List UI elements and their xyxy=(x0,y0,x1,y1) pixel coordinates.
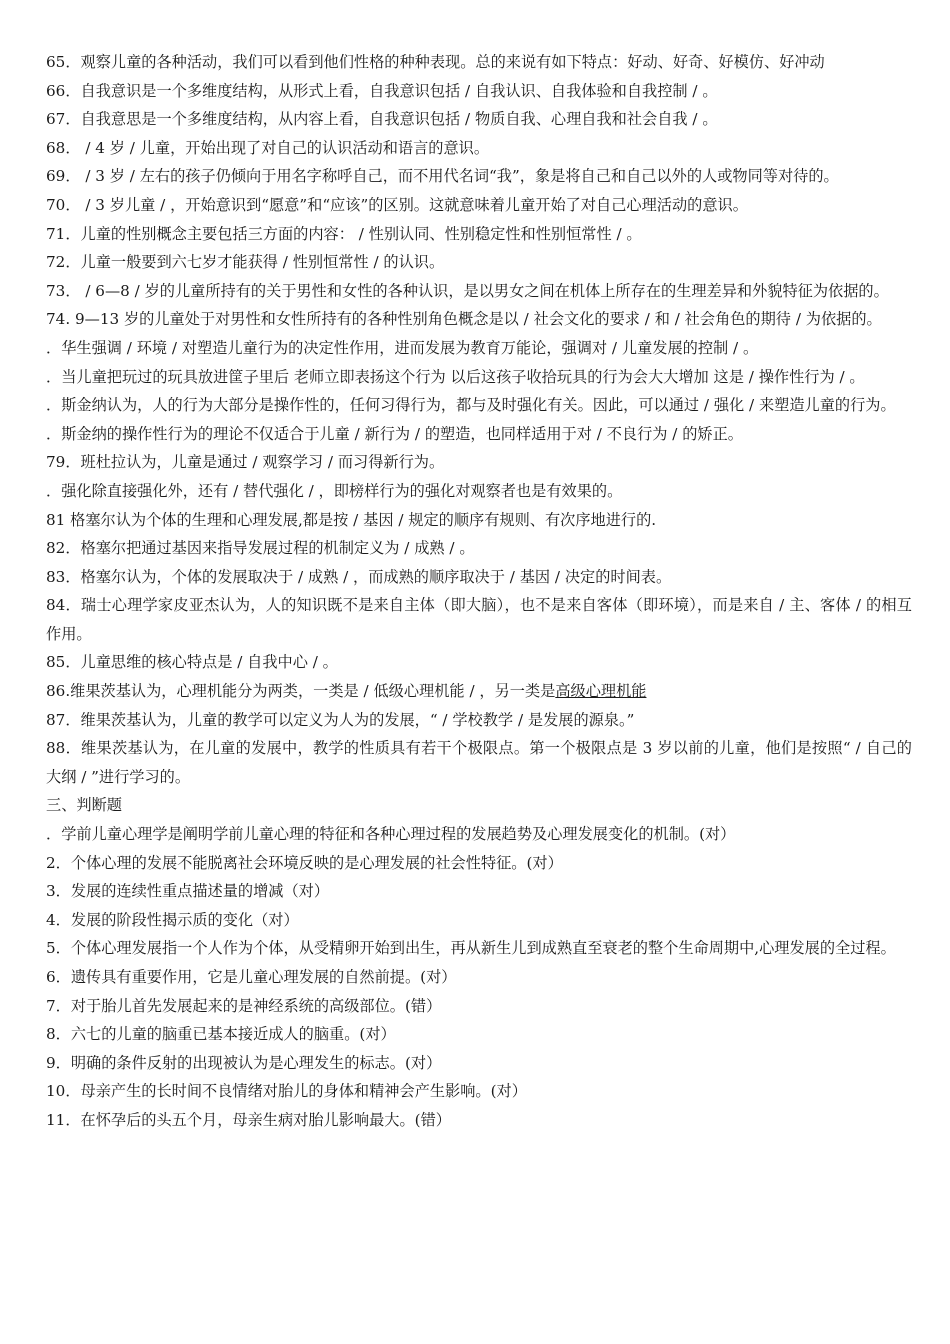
item-83: 83．格塞尔认为，个体的发展取决于 / 成熟 / ，而成熟的顺序取决于 / 基因 / 决定的时间表。 xyxy=(46,567,672,586)
item-85: 85．儿童思维的核心特点是 / 自我中心 / 。 xyxy=(46,653,338,672)
judge-11: 11．在怀孕后的头五个月，母亲生病对胎儿影响最大。(错） xyxy=(46,1110,451,1129)
item-88: 88．维果茨基认为，在儿童的发展中，教学的性质具有若干个极限点。第一个极限点是 3 岁以前的儿童，他们是按照“ / 自己的大纲 / ”进行学习的。 xyxy=(46,739,912,786)
item-76: ．当儿童把玩过的玩具放进筐子里后 老师立即表扬这个行为 以后这孩子收拾玩具的行为会大大增加 这是 / 操作性行为 / 。 xyxy=(46,367,865,386)
item-84: 84．瑞士心理学家皮亚杰认为，人的知识既不是来自主体（即大脑），也不是来自客体（即环境），而是来自 / 主、客体 / 的相互作用。 xyxy=(46,596,912,643)
judge-4: 4．发展的阶段性揭示质的变化（对） xyxy=(46,910,299,929)
item-82: 82．格塞尔把通过基因来指导发展过程的机制定义为 / 成熟 / 。 xyxy=(46,539,475,558)
judge-10: 10．母亲产生的长时间不良情绪对胎儿的身体和精神会产生影响。(对） xyxy=(46,1082,527,1101)
document-page xyxy=(46,48,912,1135)
judge-2: 2．个体心理的发展不能脱离社会环境反映的是心理发展的社会性特征。(对） xyxy=(46,853,563,872)
item-87: 87．维果茨基认为，儿童的教学可以定义为人为的发展，“ / 学校教学 / 是发展的源泉。” xyxy=(46,710,635,729)
item-78: ．斯金纳的操作性行为的理论不仅适合于儿童 / 新行为 / 的塑造，也同样适用于对 / 不良行为 / 的矫正。 xyxy=(46,424,743,443)
item-72: 72．儿童一般要到六七岁才能获得 / 性别恒常性 / 的认识。 xyxy=(46,253,445,272)
judge-5: 5．个体心理发展指一个人作为个体，从受精卵开始到出生，再从新生儿到成熟直至衰老的整个生命周期中,心理发展的全过程。 xyxy=(46,939,896,958)
item-74: 74. 9—13 岁的儿童处于对男性和女性所持有的各种性别角色概念是以 / 社会文化的要求 / 和 / 社会角色的期待 / 为依据的。 xyxy=(46,310,882,329)
item-77: ．斯金纳认为，人的行为大部分是操作性的，任何习得行为，都与及时强化有关。因此，可以通过 / 强化 / 来塑造儿童的行为。 xyxy=(46,396,896,415)
judge-8: 8．六七的儿童的脑重已基本接近成人的脑重。(对） xyxy=(46,1025,396,1044)
judge-3: 3．发展的连续性重点描述量的增减（对） xyxy=(46,882,330,901)
item-68: 68． / 4 岁 / 儿童，开始出现了对自己的认识活动和语言的意识。 xyxy=(46,138,490,157)
item-81: 81 格塞尔认为个体的生理和心理发展,都是按 / 基因 / 规定的顺序有规则、有次序地进行的. xyxy=(46,510,657,529)
judge-7: 7．对于胎儿首先发展起来的是神经系统的高级部位。(错） xyxy=(46,996,442,1015)
item-86-text: 86.维果茨基认为，心理机能分为两类，一类是 / 低级心理机能 / ，另一类是 xyxy=(46,682,556,701)
item-71: 71．儿童的性别概念主要包括三方面的内容： / 性别认同、性别稳定性和性别恒常性 / 。 xyxy=(46,224,642,243)
item-70: 70． / 3 岁儿童 / ，开始意识到“愿意”和“应该”的区别。这就意味着儿童开始了对自己心理活动的意识。 xyxy=(46,195,748,214)
item-86 xyxy=(46,677,912,706)
item-79: 79．班杜拉认为，儿童是通过 / 观察学习 / 而习得新行为。 xyxy=(46,453,445,472)
judge-1: ．学前儿童心理学是阐明学前儿童心理的特征和各种心理过程的发展趋势及心理发展变化的机制。(对） xyxy=(46,825,736,844)
item-75: ．华生强调 / 环境 / 对塑造儿童行为的决定性作用，进而发展为教育万能论，强调对 / 儿童发展的控制 / 。 xyxy=(46,338,759,357)
item-86-underlined-term: 高级心理机能 xyxy=(555,682,647,701)
item-80: ．强化除直接强化外，还有 / 替代强化 / ，即榜样行为的强化对观察者也是有效果的。 xyxy=(46,481,623,500)
judge-9: 9．明确的条件反射的出现被认为是心理发生的标志。(对） xyxy=(46,1053,442,1072)
judge-6: 6．遗传具有重要作用，它是儿童心理发展的自然前提。(对） xyxy=(46,968,457,986)
item-65: 65．观察儿童的各种活动，我们可以看到他们性格的种种表现。总的来说有如下特点：好动、好奇、好模仿、好冲动 xyxy=(46,53,825,71)
section-heading-judgement: 三、判断题 xyxy=(46,796,122,815)
item-67: 67．自我意思是一个多维度结构，从内容上看，自我意识包括 / 物质自我、心理自我和社会自我 / 。 xyxy=(46,110,718,129)
item-73: 73． / 6—8 / 岁的儿童所持有的关于男性和女性的各种认识，是以男女之间在机体上所存在的生理差异和外貌特征为依据的。 xyxy=(46,281,889,300)
item-66: 66．自我意识是一个多维度结构，从形式上看，自我意识包括 / 自我认识、自我体验和自我控制 / 。 xyxy=(46,81,718,100)
item-69: 69． / 3 岁 / 左右的孩子仍倾向于用名字称呼自己，而不用代名词“我”，象是将自己和自己以外的人或物同等对待的。 xyxy=(46,167,839,186)
